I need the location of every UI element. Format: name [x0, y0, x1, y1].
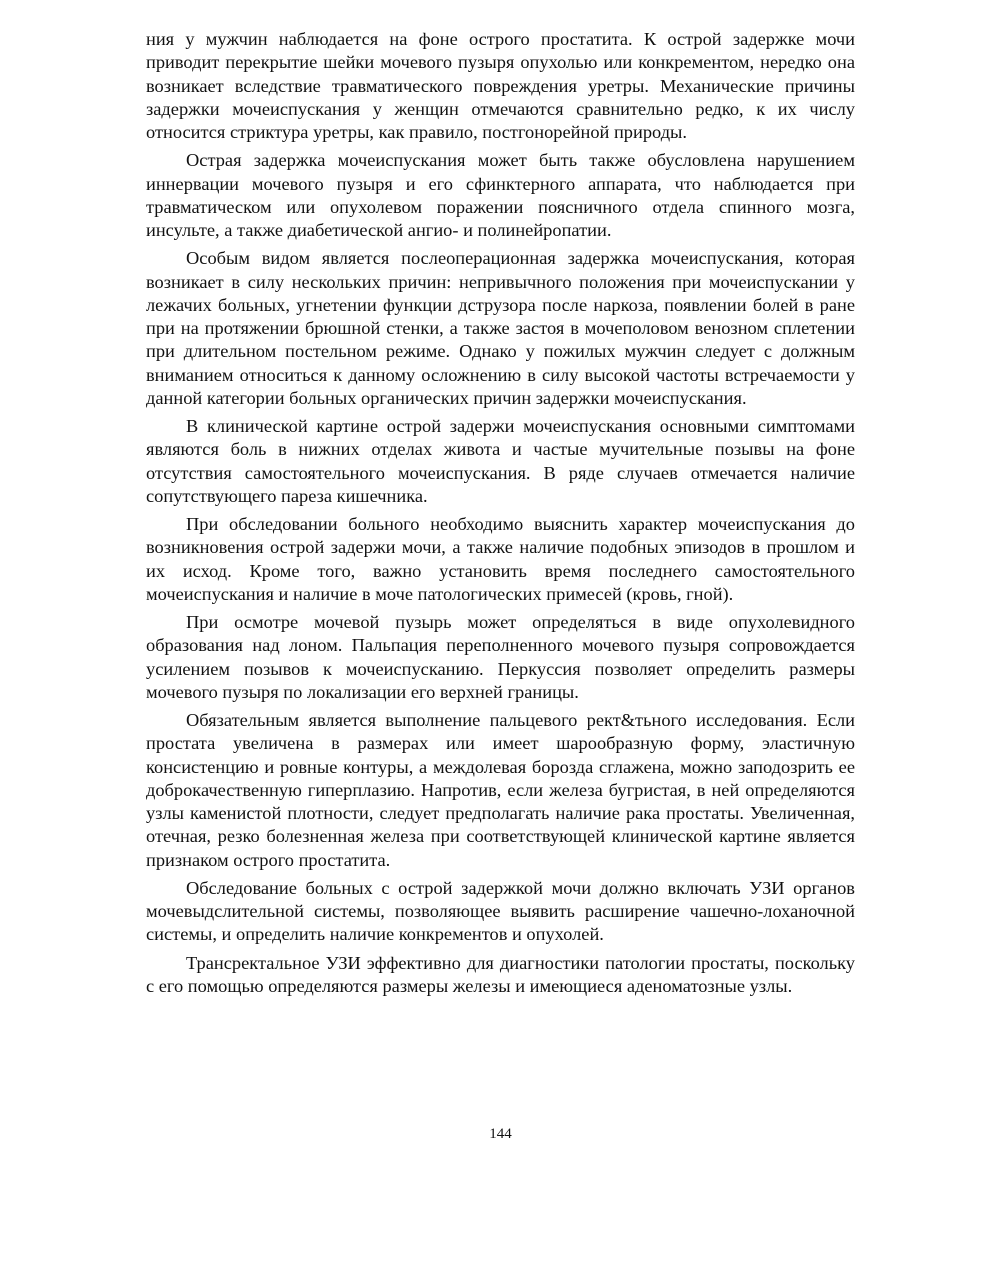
- body-text: [146, 28, 855, 998]
- paragraph: Острая задержка мочеиспускания может быть также обусловлена нарушением иннервации мочевого пузыря и его сфинктерного аппарата, что наблюдается при травматическом или опухолевом поражении поясничного отдела спинного мозга, инсульте, а также диабетической ангио- и полинейропатии.: [146, 150, 855, 240]
- paragraph: При осмотре мочевой пузырь может определяться в виде опухолевидного образования над лоном. Пальпация переполненного мочевого пузыря сопровождается усилением позывов к мочеиспусканию. Перкуссия позволяет определить размеры мочевого пузыря по локализации его верхней границы.: [146, 612, 855, 702]
- paragraph: Особым видом является послеоперационная задержка мочеиспускания, которая возникает в силу нескольких причин: непривычного положения при мочеиспускании у лежачих больных, угнетении функции дструзора после наркоза, появлении болей в ране при на протяжении брюшной стенки, а также застоя в мочеполовом венозном сплетении при длительном постельном режиме. Однако у пожилых мужчин следует с должным вниманием относиться к данному осложнению в силу высокой частоты встречаемости у данной категории больных органических причин задержки мочеиспускания.: [146, 248, 855, 408]
- paragraph: Обследование больных с острой задержкой мочи должно включать УЗИ органов мочевыдслительной системы, позволяющее выявить расширение чашечно-лоханочной системы, и определить наличие конкрементов и опухолей.: [146, 877, 855, 945]
- paragraph-continuation: ния у мужчин наблюдается на фоне острого простатита. К острой задержке мочи приводит перекрытие шейки мочевого пузыря опухолью или конкрементом, нередко она возникает вследствие травматического повреждения уретры. Механические причины задержки мочеиспускания у женщин отмечаются сравнительно редко, к их числу относится стриктура уретры, как правило, постгонорейной природы.: [146, 29, 855, 142]
- paragraph: Обязательным является выполнение пальцевого рект&тьного исследования. Если простата увеличена в размерах или имеет шарообразную форму, эластичную консистенцию и ровные контуры, а междолевая борозда сглажена, можно заподозрить ее доброкачественную гиперплазию. Напротив, если железа бугристая, в ней определяются узлы каменистой плотности, следует предполагать наличие рака простаты. Увеличенная, отечная, резко болезненная железа при соответствующей клинической картине является признаком острого простатита.: [146, 710, 855, 870]
- paragraph: Трансректальное УЗИ эффективно для диагностики патологии простаты, поскольку с его помощью определяются размеры железы и имеющиеся аденоматозные узлы.: [146, 952, 855, 996]
- page-number: 144: [489, 1126, 512, 1142]
- paragraph: В клинической картине острой задержи мочеиспускания основными симптомами являются боль в нижних отделах живота и частые мучительные позывы на фоне отсутствия самостоятельного мочеиспускания. В ряде случаев отмечается наличие сопутствующего пареза кишечника.: [146, 416, 855, 506]
- paragraph: При обследовании больного необходимо выяснить характер мочеиспускания до возникновения острой задержи мочи, а также наличие подобных эпизодов в прошлом и их исход. Кроме того, важно установить время последнего самостоятельного мочеиспускания и наличие в моче патологических примесей (кровь, гной).: [146, 514, 855, 604]
